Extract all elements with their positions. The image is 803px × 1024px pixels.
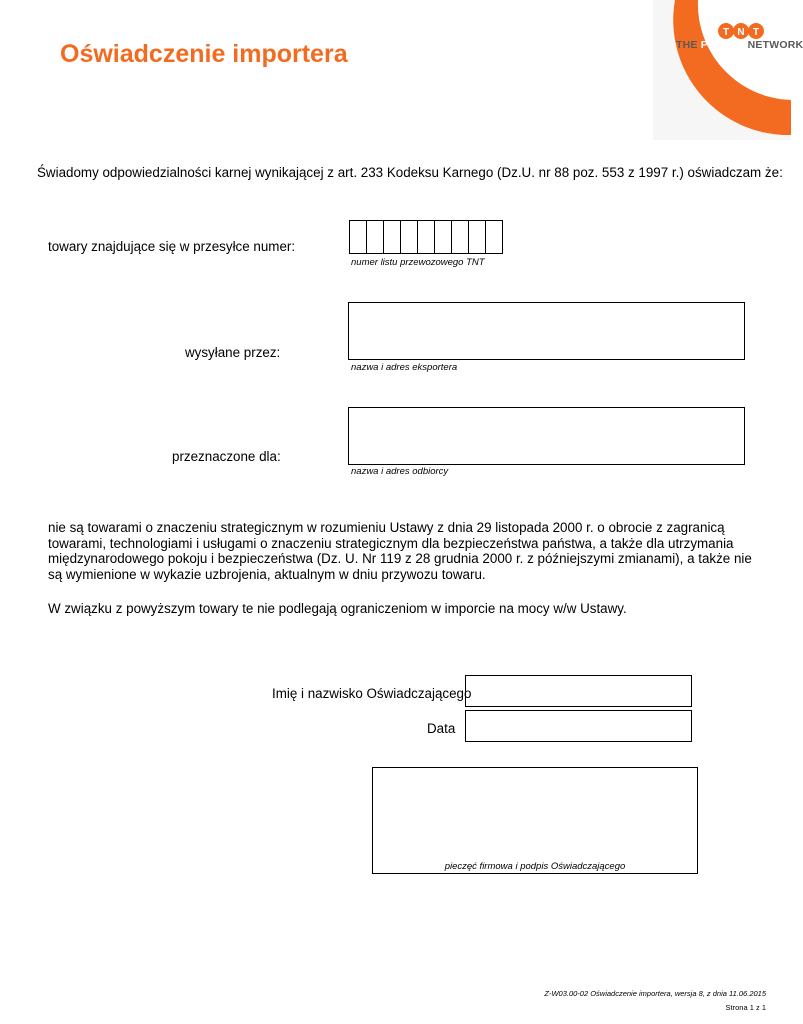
name-label: Imię i nazwisko Oświadczającego: [272, 686, 472, 701]
digit-box[interactable]: [349, 220, 367, 254]
digit-box[interactable]: [485, 220, 503, 254]
svg-text:N: N: [737, 27, 745, 38]
tagline: [676, 39, 803, 51]
name-field[interactable]: [465, 675, 692, 707]
date-field[interactable]: [465, 710, 692, 742]
sender-field[interactable]: [348, 302, 745, 360]
tagline-the: THE: [676, 39, 701, 51]
digit-box[interactable]: [451, 220, 469, 254]
digit-box[interactable]: [366, 220, 384, 254]
declaration-text: nie są towarami o znaczeniu strategicznym w rozumieniu Ustawy z dnia 29 listopada 2000 r. o obrocie z zagranicą towarami, technologiami i usługami o znaczeniu strategicznym dla bezpieczeństwa państwa, a także dla utrzymania międzynarodowego pokoju i bezpieczeństwa (Dz. U. Nr 119 z 28 grudnia 2000 r. z późniejszymi zmianami), a także nie są wymienione w wykazie uzbrojenia, aktualnym w dniu przywozu towaru.: [48, 520, 752, 582]
recipient-field[interactable]: [348, 407, 745, 465]
digit-box[interactable]: [434, 220, 452, 254]
stamp-caption: pieczęć firmowa i podpis Oświadczającego: [444, 861, 626, 872]
recipient-caption: nazwa i adres odbiorcy: [351, 466, 449, 477]
digit-box[interactable]: [468, 220, 486, 254]
sender-label: wysyłane przez:: [185, 345, 281, 360]
tnt-logo-icon: [718, 23, 764, 39]
tnt-logo: [653, 0, 791, 140]
page-title: Oświadczenie importera: [60, 40, 348, 68]
shipment-label: towary znajdujące się w przesyłce numer:: [48, 239, 296, 254]
shipment-number-input[interactable]: [349, 220, 502, 254]
tagline-network: NETWORK: [747, 39, 803, 51]
stamp-signature-field[interactable]: [372, 767, 698, 874]
document-reference: Z-W03.00-02 Oświadczenie importera, wersja 8, z dnia 11.06.2015: [544, 989, 766, 998]
digit-box[interactable]: [400, 220, 418, 254]
recipient-label: przeznaczone dla:: [172, 449, 281, 464]
svg-text:T: T: [722, 27, 730, 38]
digit-box[interactable]: [383, 220, 401, 254]
date-label: Data: [427, 721, 456, 736]
digit-box[interactable]: [417, 220, 435, 254]
conclusion-text: W związku z powyższym towary te nie podlegają ograniczeniom w imporcie na mocy w/w Ustawy.: [48, 601, 627, 616]
sender-caption: nazwa i adres eksportera: [351, 362, 458, 373]
intro-statement: Świadomy odpowiedzialności karnej wynikającej z art. 233 Kodeksu Karnego (Dz.U. nr 88 poz. 553 z 1997 r.) oświadczam że:: [37, 165, 783, 180]
page-number: Strona 1 z 1: [725, 1003, 766, 1012]
shipment-caption: numer listu przewozowego TNT: [351, 257, 485, 268]
tagline-people: PEOPLE: [700, 39, 748, 51]
orange-arc-graphic: [653, 0, 791, 140]
svg-text:T: T: [752, 27, 760, 38]
